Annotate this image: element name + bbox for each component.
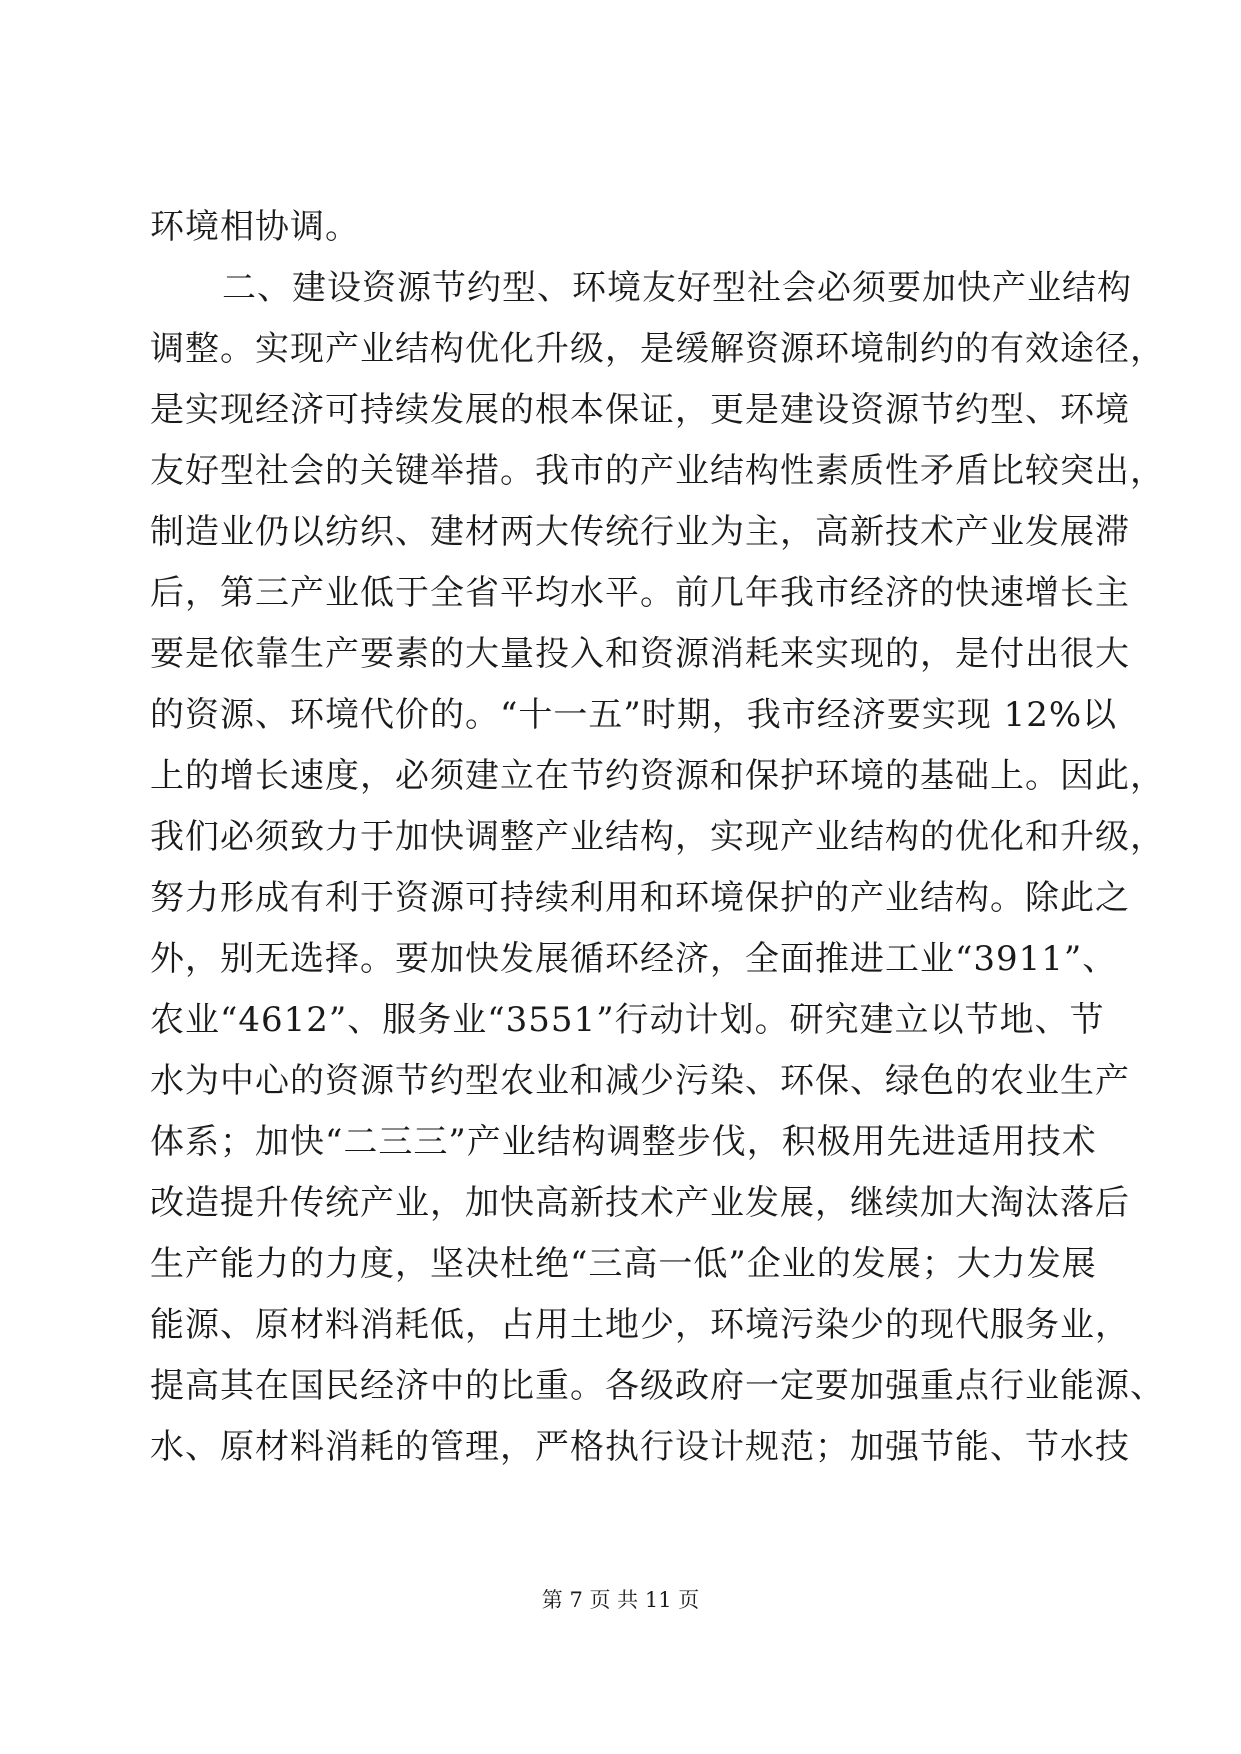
text-line: 后，第三产业低于全省平均水平。前几年我市经济的快速增长主 — [150, 573, 1130, 613]
text-line: 提高其在国民经济中的比重。各级政府一定要加强重点行业能源、 — [150, 1366, 1165, 1406]
text-line: 制造业仍以纺织、建材两大传统行业为主，高新技术产业发展滞 — [150, 512, 1130, 552]
text-line: 农业“4612”、服务业“3551”行动计划。研究建立以节地、节 — [150, 1000, 1105, 1040]
text-line: 是实现经济可持续发展的根本保证，更是建设资源节约型、环境 — [150, 390, 1130, 430]
text-line: 的资源、环境代价的。“十一五”时期，我市经济要实现 12%以 — [150, 695, 1118, 735]
text-line: 要是依靠生产要素的大量投入和资源消耗来实现的，是付出很大 — [150, 634, 1130, 674]
text-line: 改造提升传统产业，加快高新技术产业发展，继续加大淘汰落后 — [150, 1183, 1130, 1223]
text-line: 上的增长速度，必须建立在节约资源和保护环境的基础上。因此， — [150, 756, 1165, 796]
text-line: 友好型社会的关键举措。我市的产业结构性素质性矛盾比较突出， — [150, 451, 1165, 491]
text-line: 努力形成有利于资源可持续利用和环境保护的产业结构。除此之 — [150, 878, 1130, 918]
text-line: 能源、原材料消耗低，占用土地少，环境污染少的现代服务业， — [150, 1305, 1130, 1345]
text-line: 环境相协调。 — [150, 207, 360, 247]
text-line: 体系；加快“二三三”产业结构调整步伐，积极用先进适用技术 — [150, 1122, 1097, 1162]
text-line: 水为中心的资源节约型农业和减少污染、环保、绿色的农业生产 — [150, 1061, 1130, 1101]
text-line: 调整。实现产业结构优化升级，是缓解资源环境制约的有效途径， — [150, 329, 1165, 369]
text-line: 水、原材料消耗的管理，严格执行设计规范；加强节能、节水技 — [150, 1427, 1130, 1467]
text-line: 外，别无选择。要加快发展循环经济，全面推进工业“3911”、 — [150, 939, 1118, 979]
text-line: 二、建设资源节约型、环境友好型社会必须要加快产业结构 — [222, 268, 1132, 308]
text-line: 我们必须致力于加快调整产业结构，实现产业结构的优化和升级， — [150, 817, 1165, 857]
text-line: 生产能力的力度，坚决杜绝“三高一低”企业的发展；大力发展 — [150, 1244, 1097, 1284]
page-footer: 第 7 页 共 11 页 — [541, 1588, 700, 1612]
